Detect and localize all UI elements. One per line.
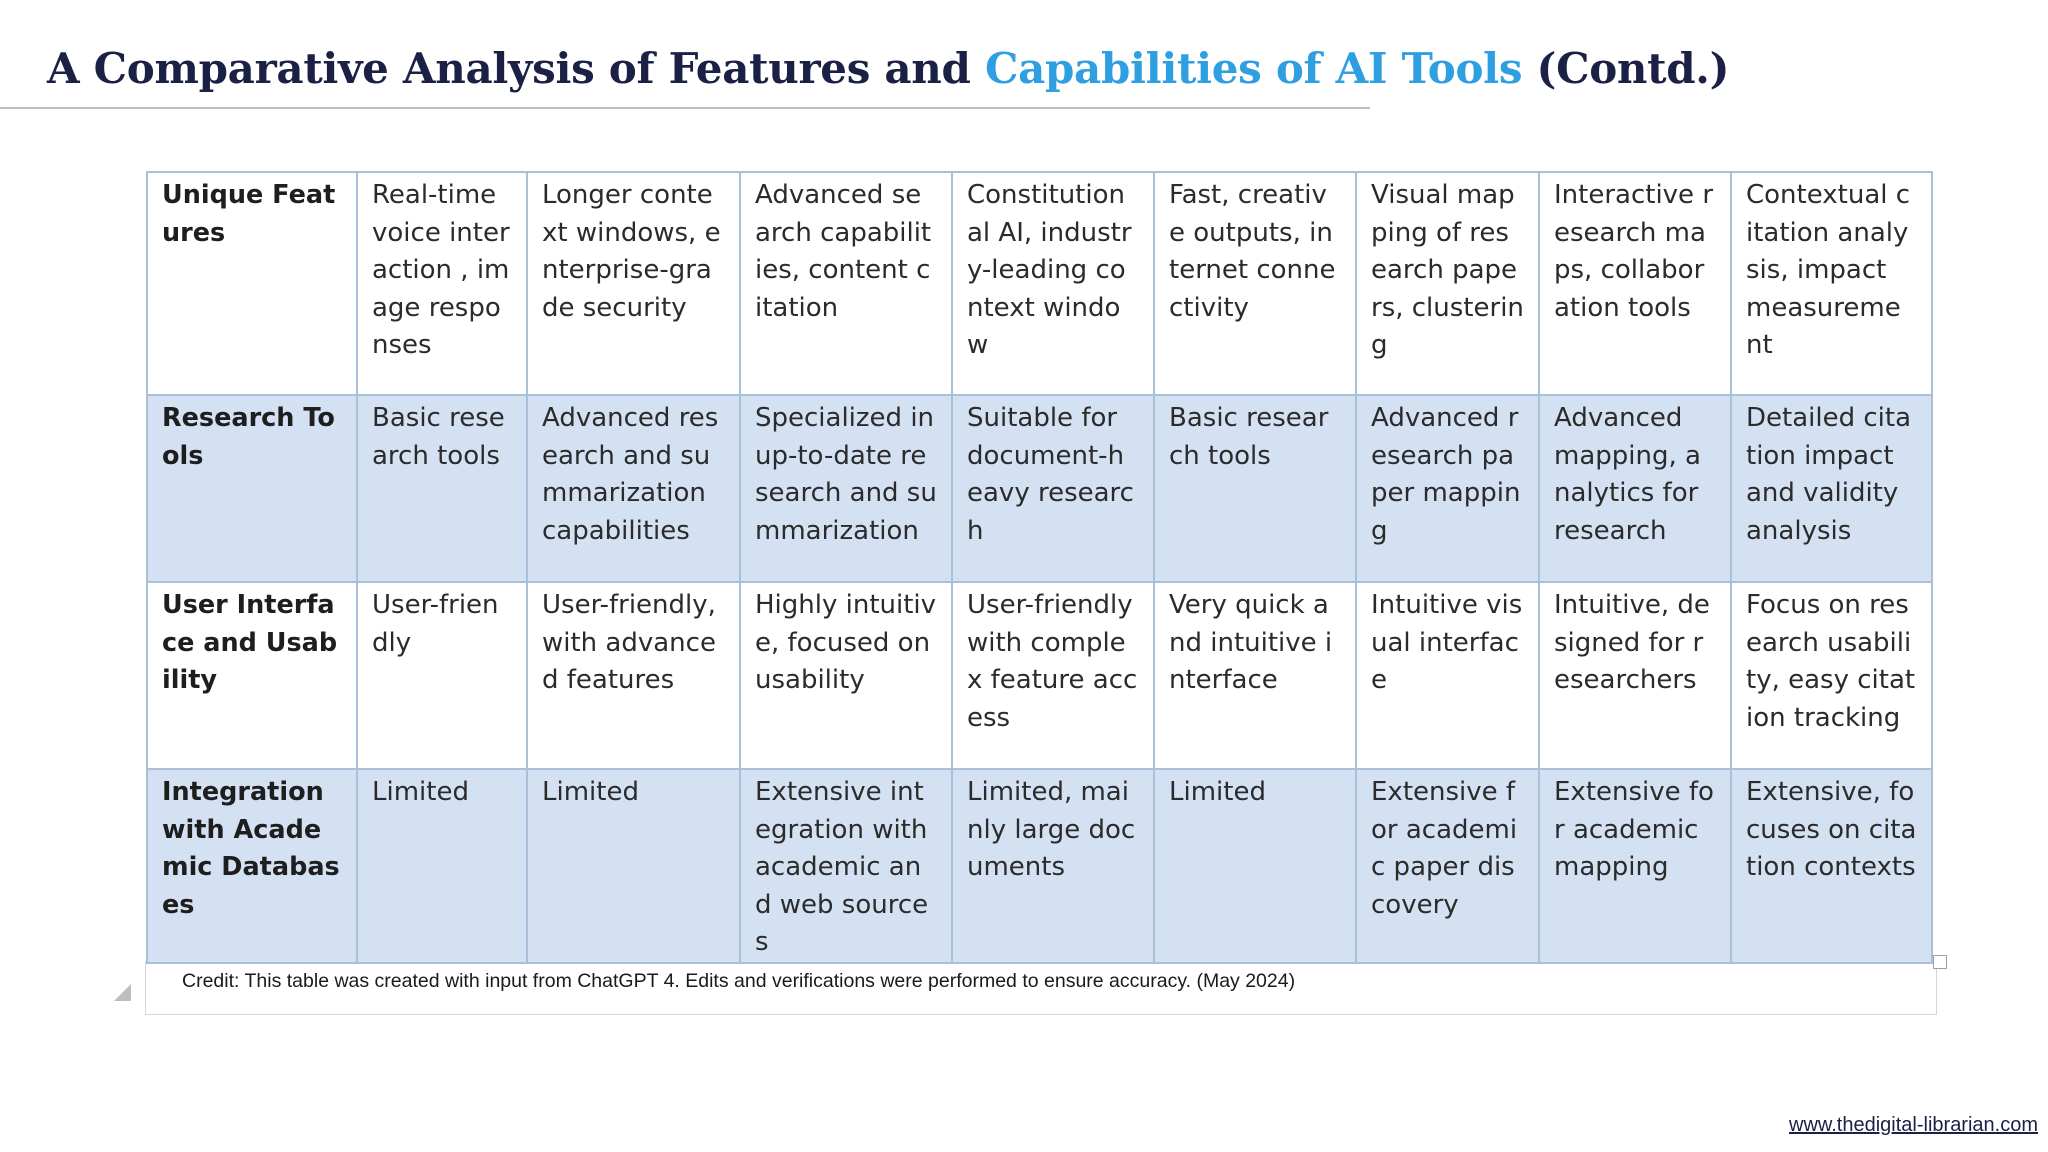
slide-title xyxy=(47,44,1729,93)
table-cell: Limited xyxy=(527,769,740,963)
comparison-table-container xyxy=(146,171,1933,964)
row-header-research-tools: Research Tools xyxy=(147,395,357,582)
table-cell: Fast, creative outputs, internet connectivity xyxy=(1154,172,1356,395)
row-header-user-interface: User Interface and Usability xyxy=(147,582,357,769)
table-cell: Limited xyxy=(1154,769,1356,963)
table-cell: Limited, mainly large documents xyxy=(952,769,1154,963)
table-cell: Focus on research usability, easy citation tracking xyxy=(1731,582,1932,769)
resize-handle-icon[interactable] xyxy=(1933,955,1947,969)
table-cell: Highly intuitive, focused on usability xyxy=(740,582,952,769)
table-row xyxy=(147,769,1932,963)
row-header-unique-features: Unique Features xyxy=(147,172,357,395)
table-cell: Extensive for academic mapping xyxy=(1539,769,1731,963)
table-cell: User-friendly with complex feature access xyxy=(952,582,1154,769)
table-cell: Visual mapping of research papers, clustering xyxy=(1356,172,1539,395)
table-cell: Basic research tools xyxy=(357,395,527,582)
table-cell: Extensive integration with academic and web sources xyxy=(740,769,952,963)
credit-text: Credit: This table was created with input from ChatGPT 4. Edits and verifications were performed to ensure accuracy. (May 2024) xyxy=(182,970,1296,992)
table-cell: Advanced search capabilities, content citation xyxy=(740,172,952,395)
table-cell: Suitable for document-heavy research xyxy=(952,395,1154,582)
table-cell: Advanced research paper mapping xyxy=(1356,395,1539,582)
table-cell: Extensive, focuses on citation contexts xyxy=(1731,769,1932,963)
resize-corner-icon[interactable] xyxy=(114,984,131,1001)
table-cell: Longer context windows, enterprise-grade security xyxy=(527,172,740,395)
title-part-1: A Comparative Analysis of Features and xyxy=(47,44,985,93)
table-cell: Detailed citation impact and validity analysis xyxy=(1731,395,1932,582)
website-link[interactable]: www.thedigital-librarian.com xyxy=(1789,1114,2038,1136)
table-cell: Contextual citation analysis, impact measurement xyxy=(1731,172,1932,395)
table-row xyxy=(147,395,1932,582)
row-header-integration: Integration with Academic Databases xyxy=(147,769,357,963)
table-cell: Constitutional AI, industry-leading context window xyxy=(952,172,1154,395)
title-part-2: (Contd.) xyxy=(1522,44,1730,93)
table-cell: Real-time voice interaction , image responses xyxy=(357,172,527,395)
table-cell: Advanced mapping, analytics for research xyxy=(1539,395,1731,582)
table-cell: Intuitive, designed for researchers xyxy=(1539,582,1731,769)
table-cell: Limited xyxy=(357,769,527,963)
title-underline xyxy=(0,107,1370,109)
table-cell: Very quick and intuitive interface xyxy=(1154,582,1356,769)
table-row xyxy=(147,172,1932,395)
table-cell: Extensive for academic paper discovery xyxy=(1356,769,1539,963)
table-cell: Intuitive visual interface xyxy=(1356,582,1539,769)
table-cell: Interactive research maps, collaboration tools xyxy=(1539,172,1731,395)
table-cell: User-friendly xyxy=(357,582,527,769)
table-cell: Advanced research and summarization capabilities xyxy=(527,395,740,582)
table-cell: User-friendly, with advanced features xyxy=(527,582,740,769)
table-cell: Basic research tools xyxy=(1154,395,1356,582)
title-accent: Capabilities of AI Tools xyxy=(984,44,1523,93)
comparison-table xyxy=(146,171,1933,964)
table-cell: Specialized in up-to-date research and summarization xyxy=(740,395,952,582)
table-row xyxy=(147,582,1932,769)
